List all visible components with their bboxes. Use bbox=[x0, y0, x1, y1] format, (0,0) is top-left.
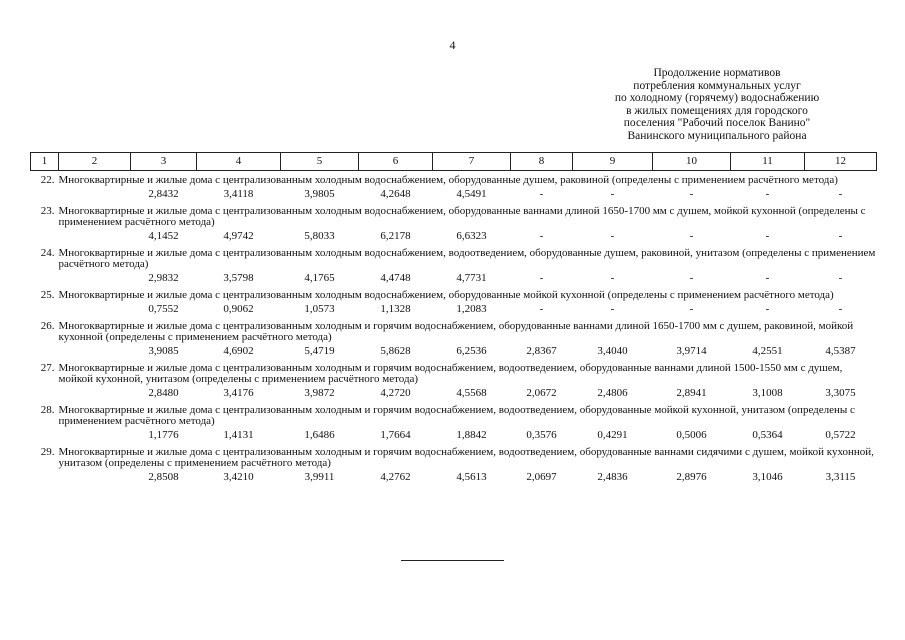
norm-values-row bbox=[31, 343, 877, 359]
value-cell: 0,5722 bbox=[825, 429, 856, 441]
value-cell: - bbox=[539, 272, 544, 284]
value-cell: 2,0672 bbox=[526, 387, 557, 399]
norm-description-row bbox=[31, 244, 877, 270]
norm-description-row bbox=[31, 202, 877, 228]
value-cell: 4,5491 bbox=[456, 188, 487, 200]
value-cell: 1,4131 bbox=[223, 429, 254, 441]
value-cell: 2,8976 bbox=[676, 471, 707, 483]
empty-cell bbox=[59, 301, 131, 317]
row-number: 23. bbox=[40, 205, 55, 217]
column-header: 4 bbox=[197, 153, 281, 171]
value-cell: 3,3115 bbox=[825, 471, 856, 483]
value-cell: - bbox=[539, 188, 544, 200]
column-header: 8 bbox=[511, 153, 573, 171]
empty-cell bbox=[31, 469, 59, 485]
value-cell: 4,9742 bbox=[223, 230, 254, 242]
value-cell: 4,2762 bbox=[380, 471, 411, 483]
value-cell: 4,1452 bbox=[148, 230, 179, 242]
empty-cell bbox=[59, 270, 131, 286]
value-cell: 3,4118 bbox=[223, 188, 254, 200]
empty-cell bbox=[31, 343, 59, 359]
column-header: 1 bbox=[31, 153, 59, 171]
column-header: 6 bbox=[359, 153, 433, 171]
value-cell: 6,6323 bbox=[456, 230, 487, 242]
row-number: 24. bbox=[40, 247, 55, 259]
row-number: 26. bbox=[40, 320, 55, 332]
value-cell: 1,2083 bbox=[456, 303, 487, 315]
value-cell: 4,7731 bbox=[456, 272, 487, 284]
norm-description-row bbox=[31, 286, 877, 301]
value-cell: 5,8033 bbox=[304, 230, 335, 242]
value-cell: 0,3576 bbox=[526, 429, 557, 441]
empty-cell bbox=[31, 186, 59, 202]
value-cell: - bbox=[610, 272, 615, 284]
value-cell: 3,9805 bbox=[304, 188, 335, 200]
value-cell: - bbox=[689, 303, 694, 315]
continuation-heading bbox=[567, 67, 867, 142]
value-cell: - bbox=[838, 303, 843, 315]
value-cell: 3,4176 bbox=[223, 387, 254, 399]
row-description: Многоквартирные и жилые дома с централизованным холодным и горячим водоснабжением, водоотведением, оборудованные ваннами сидячими с душем, мойкой кухонной, унитазом (определены с применением расчётного метода) bbox=[58, 446, 874, 469]
column-header: 12 bbox=[805, 153, 877, 171]
column-header: 9 bbox=[573, 153, 653, 171]
value-cell: 3,3075 bbox=[825, 387, 856, 399]
value-cell: 4,6902 bbox=[223, 345, 254, 357]
empty-cell bbox=[59, 427, 131, 443]
norms-table bbox=[30, 152, 877, 485]
footer-divider bbox=[401, 560, 504, 561]
heading-line: потребления коммунальных услуг bbox=[633, 79, 801, 92]
value-cell: - bbox=[838, 230, 843, 242]
norms-table-body bbox=[31, 153, 877, 486]
value-cell: 0,9062 bbox=[223, 303, 254, 315]
heading-line: по холодному (горячему) водоснабжению bbox=[614, 92, 820, 104]
value-cell: 4,5568 bbox=[456, 387, 487, 399]
row-description: Многоквартирные и жилые дома с централизованным холодным водоснабжением, водоотведением, оборудованные душем, раковиной, унитазом (определены с применением расчётного метода) bbox=[58, 247, 876, 270]
norm-description-row bbox=[31, 401, 877, 427]
norm-description-row bbox=[31, 317, 877, 343]
heading-line: в жилых помещениях для городского bbox=[626, 104, 808, 117]
value-cell: 1,6486 bbox=[304, 429, 335, 441]
row-number: 27. bbox=[40, 362, 55, 374]
value-cell: 1,8842 bbox=[456, 429, 487, 441]
column-header: 5 bbox=[281, 153, 359, 171]
heading-line: Ванинского муниципального района bbox=[627, 129, 807, 142]
value-cell: - bbox=[610, 303, 615, 315]
row-number: 25. bbox=[40, 289, 55, 301]
value-cell: 4,4748 bbox=[380, 272, 411, 284]
empty-cell bbox=[31, 385, 59, 401]
norm-values-row bbox=[31, 186, 877, 202]
value-cell: 3,9911 bbox=[304, 471, 335, 483]
row-description: Многоквартирные и жилые дома с централизованным холодным водоснабжением, оборудованные душем, раковиной (определены с применением расчётного метода) bbox=[58, 174, 838, 186]
row-number: 29. bbox=[40, 446, 55, 458]
value-cell: 3,9085 bbox=[148, 345, 179, 357]
empty-cell bbox=[59, 343, 131, 359]
norm-values-row bbox=[31, 385, 877, 401]
value-cell: 4,2648 bbox=[380, 188, 411, 200]
norm-values-row bbox=[31, 301, 877, 317]
norm-values-row bbox=[31, 228, 877, 244]
value-cell: 0,5006 bbox=[676, 429, 707, 441]
norm-values-row bbox=[31, 270, 877, 286]
value-cell: - bbox=[765, 303, 770, 315]
norm-description-row bbox=[31, 359, 877, 385]
value-cell: - bbox=[689, 272, 694, 284]
value-cell: 2,8367 bbox=[526, 345, 557, 357]
row-number: 28. bbox=[40, 404, 55, 416]
value-cell: - bbox=[838, 272, 843, 284]
value-cell: 2,4836 bbox=[597, 471, 628, 483]
value-cell: 6,2178 bbox=[380, 230, 411, 242]
value-cell: 2,8508 bbox=[148, 471, 179, 483]
header-row bbox=[31, 153, 877, 171]
value-cell: 3,9714 bbox=[676, 345, 707, 357]
empty-cell bbox=[59, 469, 131, 485]
column-header: 2 bbox=[59, 153, 131, 171]
value-cell: 3,4210 bbox=[223, 471, 254, 483]
value-cell: 3,1008 bbox=[752, 387, 783, 399]
value-cell: 4,1765 bbox=[304, 272, 335, 284]
value-cell: 1,7664 bbox=[380, 429, 411, 441]
value-cell: 3,9872 bbox=[304, 387, 335, 399]
empty-cell bbox=[31, 301, 59, 317]
empty-cell bbox=[59, 186, 131, 202]
empty-cell bbox=[31, 427, 59, 443]
row-description: Многоквартирные и жилые дома с централизованным холодным водоснабжением, оборудованные мойкой кухонной (определены с применением расчётного метода) bbox=[58, 289, 834, 301]
value-cell: 5,4719 bbox=[304, 345, 335, 357]
row-description: Многоквартирные и жилые дома с централизованным холодным и горячим водоснабжением, водоотведением, оборудованные мойкой кухонной, унитазом (определены с применением расчётного метода) bbox=[58, 404, 855, 427]
column-header: 10 bbox=[653, 153, 731, 171]
value-cell: 1,0573 bbox=[304, 303, 335, 315]
value-cell: - bbox=[765, 272, 770, 284]
value-cell: 4,2551 bbox=[752, 345, 783, 357]
value-cell: 3,5798 bbox=[223, 272, 254, 284]
value-cell: 2,8480 bbox=[148, 387, 179, 399]
value-cell: 0,4291 bbox=[597, 429, 628, 441]
heading-line: Продолжение нормативов bbox=[653, 67, 781, 79]
value-cell: 6,2536 bbox=[456, 345, 487, 357]
value-cell: 4,5613 bbox=[456, 471, 487, 483]
value-cell: 3,1046 bbox=[752, 471, 783, 483]
value-cell: - bbox=[689, 188, 694, 200]
value-cell: 2,4806 bbox=[597, 387, 628, 399]
page-number: 4 bbox=[449, 38, 456, 52]
value-cell: 3,4040 bbox=[597, 345, 628, 357]
row-description: Многоквартирные и жилые дома с централизованным холодным и горячим водоснабжением, водоотведением, оборудованные ваннами длиной 1500-1550 мм с душем, мойкой кухонной, унитазом (определены с применением расчётного метода) bbox=[58, 362, 843, 385]
norm-values-row bbox=[31, 427, 877, 443]
value-cell: 2,0697 bbox=[526, 471, 557, 483]
value-cell: - bbox=[689, 230, 694, 242]
value-cell: - bbox=[610, 230, 615, 242]
row-description: Многоквартирные и жилые дома с централизованным холодным водоснабжением, оборудованные ваннами длиной 1650-1700 мм с душем, мойкой кухонной (определены с применением расчётного метода) bbox=[58, 205, 866, 228]
value-cell: 2,9832 bbox=[148, 272, 179, 284]
column-header: 3 bbox=[131, 153, 197, 171]
value-cell: 4,2720 bbox=[380, 387, 411, 399]
value-cell: - bbox=[610, 188, 615, 200]
value-cell: 5,8628 bbox=[380, 345, 411, 357]
heading-line: поселения "Рабочий поселок Ванино" bbox=[623, 117, 811, 129]
row-description: Многоквартирные и жилые дома с централизованным холодным и горячим водоснабжением, оборудованные ваннами длиной 1650-1700 мм с душем, раковиной, мойкой кухонной (определены с применением расчётного метода) bbox=[58, 320, 854, 343]
value-cell: - bbox=[765, 188, 770, 200]
value-cell: 2,8941 bbox=[676, 387, 707, 399]
column-header: 11 bbox=[731, 153, 805, 171]
value-cell: - bbox=[539, 303, 544, 315]
norm-description-row bbox=[31, 443, 877, 469]
empty-cell bbox=[31, 270, 59, 286]
value-cell: - bbox=[838, 188, 843, 200]
column-header: 7 bbox=[433, 153, 511, 171]
value-cell: - bbox=[539, 230, 544, 242]
value-cell: 4,5387 bbox=[825, 345, 856, 357]
empty-cell bbox=[31, 228, 59, 244]
value-cell: - bbox=[765, 230, 770, 242]
value-cell: 2,8432 bbox=[148, 188, 179, 200]
norm-values-row bbox=[31, 469, 877, 485]
norm-description-row bbox=[31, 171, 877, 187]
value-cell: 0,5364 bbox=[752, 429, 783, 441]
empty-cell bbox=[59, 385, 131, 401]
value-cell: 1,1776 bbox=[148, 429, 179, 441]
value-cell: 1,1328 bbox=[380, 303, 411, 315]
row-number: 22. bbox=[40, 174, 55, 186]
empty-cell bbox=[59, 228, 131, 244]
value-cell: 0,7552 bbox=[148, 303, 179, 315]
